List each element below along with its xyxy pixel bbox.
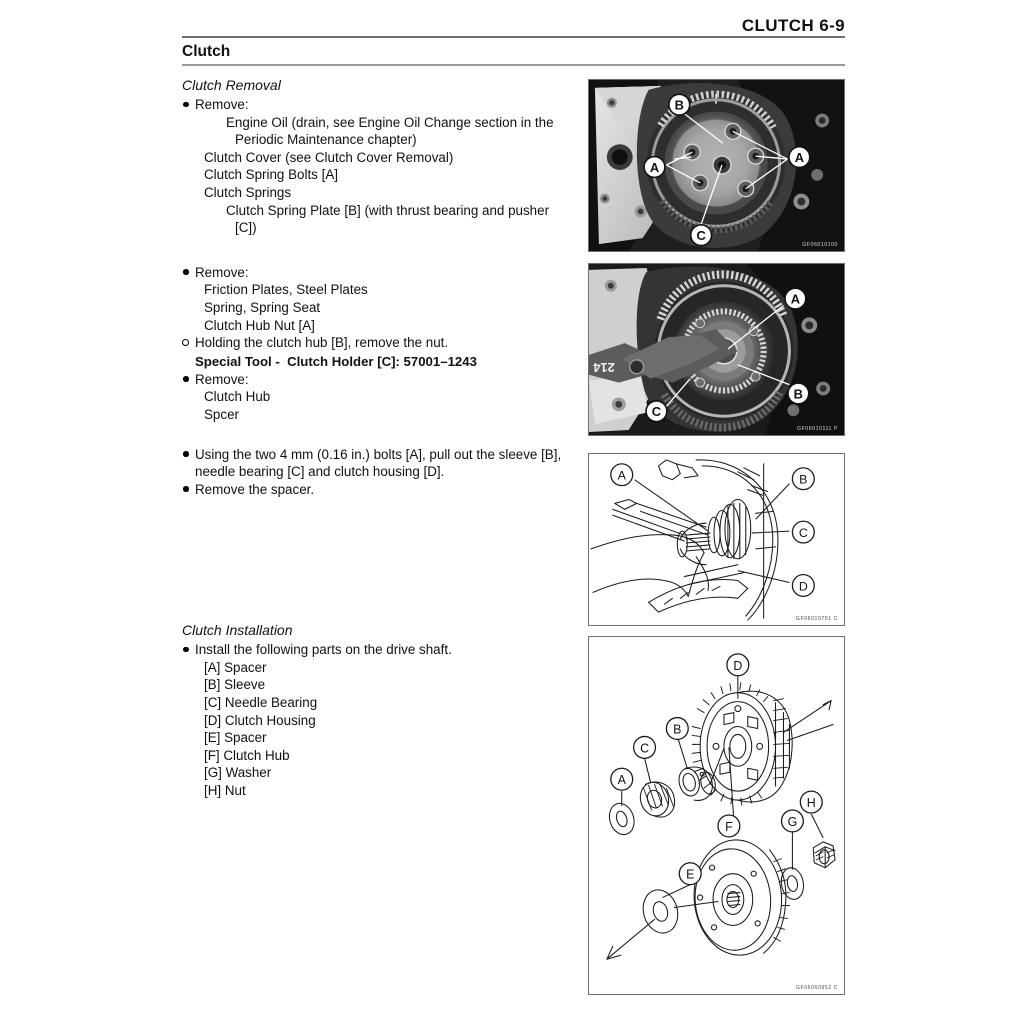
list-item: [H] Nut bbox=[204, 783, 246, 799]
callout-b bbox=[666, 718, 688, 740]
header-rule-top bbox=[182, 36, 845, 38]
callout-b bbox=[788, 383, 809, 404]
svg-text:B: B bbox=[673, 722, 682, 737]
callout-c bbox=[646, 401, 667, 422]
figure-id: GF06060952 C bbox=[795, 985, 838, 991]
clutch-hub-nut-block bbox=[182, 264, 574, 424]
svg-text:E: E bbox=[686, 867, 695, 882]
list-item: Clutch Spring Plate [B] (with thrust bearing and pusher [C]) bbox=[226, 202, 550, 236]
svg-text:B: B bbox=[793, 386, 804, 402]
installation-intro bbox=[182, 641, 574, 659]
running-head bbox=[182, 16, 845, 36]
callout-b bbox=[792, 468, 814, 490]
callout-d bbox=[792, 575, 814, 597]
removal-step-1 bbox=[182, 96, 574, 114]
text-column bbox=[182, 76, 574, 800]
callout-a-right bbox=[789, 147, 810, 168]
clutch-removal-block bbox=[182, 76, 574, 237]
list-item: Clutch Springs bbox=[204, 184, 292, 200]
callout-a bbox=[785, 288, 806, 309]
svg-text:D: D bbox=[733, 658, 743, 673]
svg-text:A: A bbox=[794, 150, 805, 166]
open-circle-bullet-icon bbox=[182, 339, 189, 346]
bullet-icon bbox=[183, 486, 189, 492]
svg-text:C: C bbox=[798, 526, 808, 541]
removal-step-4 bbox=[182, 446, 574, 481]
callout-h bbox=[800, 791, 822, 813]
special-tool-line: Special Tool - Clutch Holder [C]: 57001–1243 bbox=[195, 353, 477, 369]
bullet-icon bbox=[183, 376, 189, 382]
callout-a bbox=[611, 768, 633, 790]
list-item: [F] Clutch Hub bbox=[204, 747, 290, 763]
removal-step-5-text: Remove the spacer. bbox=[195, 481, 315, 497]
svg-text:H: H bbox=[806, 796, 816, 811]
list-item: [B] Sleeve bbox=[204, 677, 266, 693]
block-spacer bbox=[182, 424, 574, 446]
block-spacer bbox=[182, 237, 574, 264]
list-item: Clutch Hub Nut [A] bbox=[204, 317, 315, 333]
clutch-housing-removal-block bbox=[182, 446, 574, 499]
figure-clutch-housing-removal-drawing bbox=[588, 453, 845, 626]
list-item: [A] Spacer bbox=[204, 659, 267, 675]
list-item: Spcer bbox=[204, 406, 239, 422]
removal-step-2 bbox=[182, 264, 574, 282]
svg-text:G: G bbox=[787, 814, 798, 829]
callout-c bbox=[792, 521, 814, 543]
svg-text:C: C bbox=[696, 228, 706, 244]
list-item: Spring, Spring Seat bbox=[204, 299, 321, 315]
running-head-text: CLUTCH 6-9 bbox=[741, 16, 845, 35]
figure-id: GF06010111 P bbox=[796, 426, 838, 432]
svg-text:A: A bbox=[649, 159, 660, 175]
callout-b bbox=[669, 94, 690, 115]
removal-step-3-items bbox=[182, 388, 574, 423]
figure-1-graphic bbox=[589, 80, 844, 251]
figure-clutch-hub-nut-photo bbox=[588, 263, 845, 436]
page-title: Clutch bbox=[182, 43, 231, 60]
figure-2-graphic bbox=[589, 264, 844, 435]
bullet-icon bbox=[183, 269, 189, 275]
figure-4-graphic bbox=[589, 637, 844, 994]
header-rule-bottom bbox=[182, 64, 845, 66]
figure-clutch-parts-exploded-drawing bbox=[588, 636, 845, 995]
callout-a-left bbox=[644, 157, 665, 178]
removal-step-2-note-text: Holding the clutch hub [B], remove the nut. bbox=[195, 335, 449, 351]
callout-f bbox=[718, 815, 740, 837]
figure-id: GF06010751 C bbox=[795, 616, 838, 622]
removal-step-2-note bbox=[182, 334, 574, 352]
callout-c bbox=[691, 225, 712, 246]
svg-text:B: B bbox=[674, 97, 684, 113]
bullet-icon bbox=[183, 102, 189, 108]
installation-parts-list bbox=[182, 659, 574, 800]
installation-intro-text: Install the following parts on the drive shaft. bbox=[195, 642, 452, 658]
callout-d bbox=[727, 654, 749, 676]
callout-a bbox=[611, 464, 633, 486]
clutch-installation-heading: Clutch Installation bbox=[182, 622, 293, 639]
svg-text:C: C bbox=[640, 741, 650, 756]
svg-text:A: A bbox=[790, 291, 801, 307]
removal-step-1-label: Remove: bbox=[195, 97, 249, 112]
svg-text:D: D bbox=[798, 579, 808, 594]
figure-clutch-spring-plate-photo bbox=[588, 79, 845, 252]
list-item: Clutch Cover (see Clutch Cover Removal) bbox=[204, 149, 454, 165]
removal-step-2-label: Remove: bbox=[195, 264, 249, 280]
list-item: [C] Needle Bearing bbox=[204, 695, 318, 711]
removal-step-3-label: Remove: bbox=[195, 371, 249, 387]
bullet-icon bbox=[183, 451, 189, 457]
removal-step-1-items bbox=[182, 114, 574, 237]
svg-text:A: A bbox=[617, 468, 626, 483]
list-item: Clutch Spring Bolts [A] bbox=[204, 167, 338, 183]
removal-step-4-text: Using the two 4 mm (0.16 in.) bolts [A], pull out the sleeve [B], needle bearing [C] and clutch housing [D]. bbox=[195, 446, 562, 480]
tool-marking: 214 bbox=[593, 359, 615, 375]
callout-e bbox=[679, 863, 701, 885]
list-item: Friction Plates, Steel Plates bbox=[204, 282, 368, 298]
svg-text:B: B bbox=[799, 472, 808, 487]
list-item: Clutch Hub bbox=[204, 389, 271, 405]
removal-step-3 bbox=[182, 371, 574, 389]
figure-3-graphic bbox=[589, 454, 844, 625]
clutch-removal-heading: Clutch Removal bbox=[182, 77, 281, 93]
list-item: [G] Washer bbox=[204, 765, 272, 781]
list-item: Engine Oil (drain, see Engine Oil Change section in the Periodic Maintenance chapter) bbox=[226, 114, 554, 148]
clutch-installation-block bbox=[182, 621, 574, 799]
block-spacer bbox=[182, 498, 574, 621]
svg-text:C: C bbox=[651, 404, 662, 420]
removal-step-2-items bbox=[182, 281, 574, 334]
list-item: [E] Spacer bbox=[204, 730, 267, 746]
svg-text:A: A bbox=[617, 773, 626, 788]
svg-text:F: F bbox=[725, 819, 733, 834]
figure-id: GF06010100 bbox=[802, 242, 838, 248]
callout-g bbox=[781, 810, 803, 832]
list-item: [D] Clutch Housing bbox=[204, 712, 316, 728]
bullet-icon bbox=[183, 647, 189, 653]
removal-step-5 bbox=[182, 481, 574, 499]
callout-c bbox=[634, 736, 656, 758]
